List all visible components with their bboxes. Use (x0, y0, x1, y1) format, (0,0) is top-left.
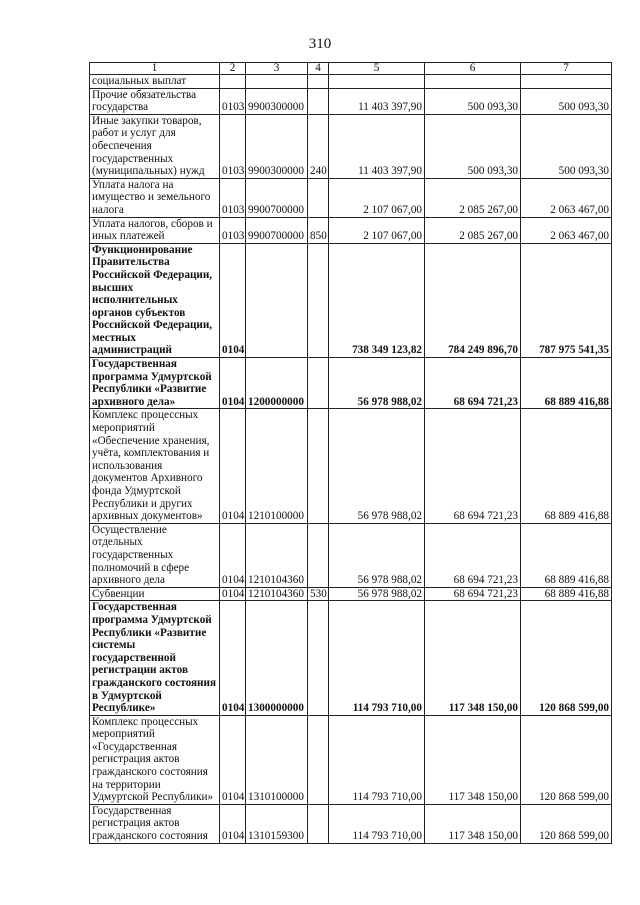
cell-sec (220, 75, 246, 89)
table-row (90, 587, 612, 601)
cell-y1: 2 107 067,00 (329, 178, 425, 217)
cell-vr (308, 715, 329, 804)
cell-sec: 0104 (220, 243, 246, 357)
cell-y1: 114 793 710,00 (329, 715, 425, 804)
cell-csr (246, 75, 308, 89)
table-row (90, 409, 612, 523)
cell-csr: 1200000000 (246, 358, 308, 409)
page-number: 310 (308, 36, 332, 52)
cell-y2: 2 085 267,00 (425, 178, 521, 217)
cell-y2: 68 694 721,23 (425, 523, 521, 587)
cell-csr: 9900300000 (246, 88, 308, 114)
cell-name: Уплата налога на имущество и земельного налога (90, 178, 220, 217)
table-row (90, 88, 612, 114)
cell-y1: 11 403 397,90 (329, 114, 425, 178)
cell-vr: 850 (308, 217, 329, 243)
cell-csr: 1310100000 (246, 715, 308, 804)
header-row (90, 63, 612, 75)
cell-sec: 0104 (220, 523, 246, 587)
cell-y2: 500 093,30 (425, 114, 521, 178)
cell-vr: 530 (308, 587, 329, 601)
cell-y3: 68 889 416,88 (521, 523, 612, 587)
cell-sec: 0104 (220, 587, 246, 601)
cell-y2: 117 348 150,00 (425, 715, 521, 804)
cell-y2: 500 093,30 (425, 88, 521, 114)
cell-y1: 114 793 710,00 (329, 601, 425, 715)
cell-y3: 787 975 541,35 (521, 243, 612, 357)
cell-name: Государственная регистрация актов гражданского состояния (90, 804, 220, 843)
budget-table (89, 62, 612, 844)
cell-csr: 1310159300 (246, 804, 308, 843)
table-row (90, 601, 612, 715)
cell-csr: 9900700000 (246, 178, 308, 217)
cell-csr: 9900300000 (246, 114, 308, 178)
cell-name: Субвенции (90, 587, 220, 601)
cell-csr: 9900700000 (246, 217, 308, 243)
cell-name: Государственная программа Удмуртской Республики «Развитие архивного дела» (90, 358, 220, 409)
table-row (90, 114, 612, 178)
cell-y1: 56 978 988,02 (329, 409, 425, 523)
table-row (90, 358, 612, 409)
cell-name: Функционирование Правительства Российской Федерации, высших исполнительных органов субъектов Российской Федерации, местных администраций (90, 243, 220, 357)
cell-vr (308, 358, 329, 409)
cell-vr (308, 178, 329, 217)
cell-csr: 1210104360 (246, 587, 308, 601)
cell-vr (308, 75, 329, 89)
cell-csr (246, 243, 308, 357)
col-header: 1 (90, 63, 220, 75)
cell-y1 (329, 75, 425, 89)
cell-y3: 120 868 599,00 (521, 804, 612, 843)
cell-name: Комплекс процессных мероприятий «Государственная регистрация актов гражданского состояния на территории Удмуртской Республики» (90, 715, 220, 804)
cell-y1: 56 978 988,02 (329, 358, 425, 409)
cell-y2: 68 694 721,23 (425, 409, 521, 523)
cell-y2 (425, 75, 521, 89)
cell-y3: 68 889 416,88 (521, 587, 612, 601)
cell-y1: 11 403 397,90 (329, 88, 425, 114)
cell-sec: 0103 (220, 114, 246, 178)
cell-name: Комплекс процессных мероприятий «Обеспечение хранения, учёта, комплектования и использования документов Архивного фонда Удмуртской Республики и других архивных документов» (90, 409, 220, 523)
col-header: 7 (521, 63, 612, 75)
cell-y2: 2 085 267,00 (425, 217, 521, 243)
cell-y2: 68 694 721,23 (425, 587, 521, 601)
cell-y2: 784 249 896,70 (425, 243, 521, 357)
table-row (90, 243, 612, 357)
cell-y3: 500 093,30 (521, 114, 612, 178)
cell-y3 (521, 75, 612, 89)
cell-sec: 0104 (220, 601, 246, 715)
cell-csr: 1210100000 (246, 409, 308, 523)
cell-vr (308, 523, 329, 587)
cell-name: социальных выплат (90, 75, 220, 89)
cell-y3: 500 093,30 (521, 88, 612, 114)
cell-y3: 2 063 467,00 (521, 217, 612, 243)
cell-name: Государственная программа Удмуртской Республики «Развитие системы государственной регистрации актов гражданского состояния в Удмуртской Республике» (90, 601, 220, 715)
col-header: 4 (308, 63, 329, 75)
cell-sec: 0104 (220, 715, 246, 804)
cell-name: Уплата налогов, сборов и иных платежей (90, 217, 220, 243)
cell-vr: 240 (308, 114, 329, 178)
cell-name: Осуществление отдельных государственных полномочий в сфере архивного дела (90, 523, 220, 587)
cell-vr (308, 601, 329, 715)
cell-sec: 0104 (220, 409, 246, 523)
cell-sec: 0103 (220, 88, 246, 114)
col-header: 3 (246, 63, 308, 75)
table-row (90, 715, 612, 804)
cell-name: Иные закупки товаров, работ и услуг для обеспечения государственных (муниципальных) нужд (90, 114, 220, 178)
cell-sec: 0103 (220, 178, 246, 217)
cell-y2: 68 694 721,23 (425, 358, 521, 409)
cell-y3: 120 868 599,00 (521, 601, 612, 715)
cell-y1: 114 793 710,00 (329, 804, 425, 843)
cell-vr (308, 243, 329, 357)
cell-sec: 0103 (220, 217, 246, 243)
cell-name: Прочие обязательства государства (90, 88, 220, 114)
cell-vr (308, 409, 329, 523)
cell-sec: 0104 (220, 804, 246, 843)
cell-csr: 1210104360 (246, 523, 308, 587)
table-row (90, 75, 612, 89)
col-header: 5 (329, 63, 425, 75)
cell-vr (308, 88, 329, 114)
table-row (90, 178, 612, 217)
cell-y3: 68 889 416,88 (521, 358, 612, 409)
col-header: 6 (425, 63, 521, 75)
cell-sec: 0104 (220, 358, 246, 409)
cell-y1: 56 978 988,02 (329, 523, 425, 587)
cell-vr (308, 804, 329, 843)
cell-y2: 117 348 150,00 (425, 804, 521, 843)
col-header: 2 (220, 63, 246, 75)
table-row (90, 217, 612, 243)
cell-y3: 2 063 467,00 (521, 178, 612, 217)
cell-y1: 738 349 123,82 (329, 243, 425, 357)
cell-csr: 1300000000 (246, 601, 308, 715)
cell-y1: 2 107 067,00 (329, 217, 425, 243)
table-row (90, 804, 612, 843)
cell-y3: 120 868 599,00 (521, 715, 612, 804)
cell-y3: 68 889 416,88 (521, 409, 612, 523)
cell-y2: 117 348 150,00 (425, 601, 521, 715)
cell-y1: 56 978 988,02 (329, 587, 425, 601)
table-row (90, 523, 612, 587)
